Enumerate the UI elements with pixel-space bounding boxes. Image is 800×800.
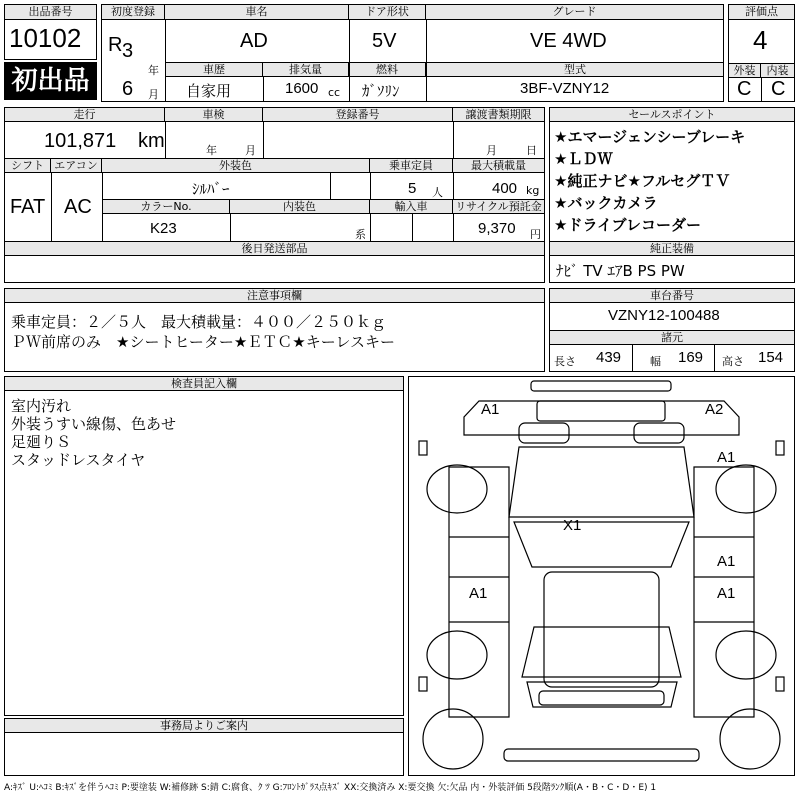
notes-line: 乗車定員：２／５人 最大積載量：４００／２５０ｋｇ xyxy=(11,313,387,331)
wheel-front-left xyxy=(427,465,487,513)
height: 154 xyxy=(758,349,784,366)
ext-score-label: 外装 xyxy=(729,64,761,78)
genuine-label: 純正装備 xyxy=(550,242,794,256)
reg-month: 6 xyxy=(122,78,134,100)
transfer-month-unit: 月 xyxy=(486,144,497,157)
car-diagram-box xyxy=(408,376,795,776)
capacity-label: 乗車定員 xyxy=(370,159,453,173)
max-load-unit: kg xyxy=(526,184,540,197)
legend: A:ｷｽﾞ U:ﾍｺﾐ B:ｷｽﾞを伴うﾍｺﾐ P:要塗装 W:補修跡 S:錆 C:腐食、ｸ ﾂ G:ﾌﾛﾝﾄｶﾞﾗｽ点ｷｽﾞ XX:交換済み X:要交換 欠:欠品 内・外装評価 5段階ﾗﾝｸ順(A・B・C・D・E) 1 xyxy=(4,783,657,793)
inspection-year-unit: 年 xyxy=(206,144,217,157)
score-box xyxy=(728,4,795,102)
grade: VE 4WD xyxy=(530,30,607,52)
width-label: 幅 xyxy=(650,355,661,368)
hood xyxy=(509,447,694,517)
month-unit: 月 xyxy=(148,88,159,101)
color-no: K23 xyxy=(150,220,177,237)
wheel-rear-right xyxy=(716,631,776,679)
year-unit: 年 xyxy=(148,64,159,77)
recycle-unit: 円 xyxy=(530,228,541,241)
tail-bar xyxy=(504,749,699,761)
front-grille xyxy=(537,401,665,421)
mirror-left-rear xyxy=(419,677,427,691)
sales-points-box xyxy=(549,107,795,283)
sales-point-item: ★純正ナビ★フルセグＴＶ xyxy=(554,172,731,190)
registration-label: 登録番号 xyxy=(263,108,453,122)
mirror-right-rear xyxy=(776,677,784,691)
model-label: 型式 xyxy=(427,63,723,77)
chassis-label: 車台番号 xyxy=(550,289,794,303)
displacement: 1600 xyxy=(285,80,319,97)
length-label: 長さ xyxy=(554,355,576,368)
rear-bumper xyxy=(539,691,664,705)
width: 169 xyxy=(678,349,704,366)
max-load-label: 最大積載量 xyxy=(453,159,544,173)
door-type: 5V xyxy=(372,30,397,52)
era-letter: R xyxy=(108,34,123,56)
damage-mark: A1 xyxy=(717,585,736,602)
lot-label: 出品番号 xyxy=(5,5,96,20)
length: 439 xyxy=(596,349,622,366)
score-label: 評価点 xyxy=(729,5,794,20)
inspector-line: 足廻りＳ xyxy=(11,433,72,451)
sales-point-item: ★エマージェンシーブレーキ xyxy=(554,128,746,146)
ext-color-label: 外装色 xyxy=(102,159,370,173)
sales-point-item: ★バックカメラ xyxy=(554,194,658,212)
front-bumper xyxy=(464,401,739,435)
mileage-unit: km xyxy=(138,130,165,152)
grade-label: グレード xyxy=(426,5,723,20)
windshield xyxy=(514,522,689,567)
first-listing-badge: 初出品 xyxy=(4,62,97,100)
ext-color: ｼﾙﾊﾞｰ xyxy=(192,180,230,198)
displacement-label: 排気量 xyxy=(263,63,349,77)
wheel-rear-left xyxy=(427,631,487,679)
import-label: 輸入車 xyxy=(370,200,453,214)
history: 自家用 xyxy=(186,82,232,100)
roof xyxy=(544,572,659,687)
first-reg-label: 初度登録 xyxy=(102,5,165,20)
mileage-label: 走行 xyxy=(5,108,165,122)
damage-mark: X1 xyxy=(563,517,582,534)
ext-score: C xyxy=(737,78,752,100)
notes-line: ＰＷ前席のみ ★シートヒーター★ＥＴＣ★キーレスキー xyxy=(11,333,395,351)
shift-label: シフト xyxy=(5,159,51,173)
chassis-number: VZNY12-100488 xyxy=(608,307,720,324)
genuine-equipment: ﾅﾋﾞ TV ｴｱB PS PW xyxy=(556,262,685,280)
aircon: AC xyxy=(64,196,92,218)
recycle-label: リサイクル預託金 xyxy=(453,200,544,214)
inspection-label: 車検 xyxy=(165,108,263,122)
door-label: ドア形状 xyxy=(349,5,426,20)
inspector-box xyxy=(4,376,404,716)
int-color-label: 内装色 xyxy=(230,200,370,214)
damage-mark: A2 xyxy=(705,401,724,418)
sales-point-item: ★ＬＤＷ xyxy=(554,150,613,168)
max-load: 400 xyxy=(492,180,518,197)
damage-mark: A1 xyxy=(481,401,500,418)
office-label: 事務局よりご案内 xyxy=(5,719,403,733)
headlight-right xyxy=(634,423,684,443)
inspector-line: 室内汚れ xyxy=(11,397,72,415)
rear-window xyxy=(522,627,681,677)
aircon-label: エアコン xyxy=(51,159,102,173)
transfer-day-unit: 日 xyxy=(526,144,537,157)
fuel: ｶﾞｿﾘﾝ xyxy=(362,82,400,100)
int-color-unit: 系 xyxy=(355,228,366,241)
sales-points-label: セールスポイント xyxy=(550,108,794,122)
reg-year: 3 xyxy=(122,40,134,62)
displacement-unit: cc xyxy=(328,86,341,99)
mileage: 101,871 xyxy=(44,130,117,152)
lot-number: 10102 xyxy=(9,23,82,53)
dims-label: 諸元 xyxy=(550,331,794,345)
capacity-unit: 人 xyxy=(432,186,443,199)
damage-mark: A1 xyxy=(469,585,488,602)
inspection-month-unit: 月 xyxy=(245,144,256,157)
inspector-label: 検査員記入欄 xyxy=(5,377,403,391)
fuel-label: 燃料 xyxy=(349,63,426,77)
inspector-line: スタッドレスタイヤ xyxy=(11,451,146,469)
office-box xyxy=(4,718,404,776)
spare-wheel xyxy=(423,709,483,769)
transfer-label: 譲渡書類期限 xyxy=(453,108,544,122)
int-score: C xyxy=(771,78,786,100)
mirror-left xyxy=(419,441,427,455)
height-label: 高さ xyxy=(722,355,744,368)
sales-point-item: ★ドライブレコーダー xyxy=(554,216,701,234)
car-name-label: 車名 xyxy=(165,5,349,20)
notes-label: 注意事項欄 xyxy=(5,289,544,303)
score: 4 xyxy=(753,25,768,55)
damage-mark: A1 xyxy=(717,553,736,570)
wheel-front-right xyxy=(716,465,776,513)
model: 3BF-VZNY12 xyxy=(520,80,610,97)
lot-box xyxy=(4,4,97,60)
car-diagram xyxy=(409,377,794,775)
front-bumper-bar xyxy=(531,381,671,391)
capacity: 5 xyxy=(408,180,417,197)
damage-mark: A1 xyxy=(717,449,736,466)
spare-wheel-right xyxy=(720,709,780,769)
notes-box xyxy=(4,288,545,372)
history-label: 車歴 xyxy=(166,63,263,77)
later-parts-label: 後日発送部品 xyxy=(5,242,544,256)
inspector-line: 外装うすい線傷、色あせ xyxy=(11,415,177,433)
mirror-right xyxy=(776,441,784,455)
color-no-label: カラーNo. xyxy=(103,200,230,214)
shift: FAT xyxy=(10,196,46,218)
recycle: 9,370 xyxy=(478,220,516,237)
car-name: AD xyxy=(240,30,268,52)
headlight-left xyxy=(519,423,569,443)
int-score-label: 内装 xyxy=(761,64,794,78)
chassis-box xyxy=(549,288,795,372)
